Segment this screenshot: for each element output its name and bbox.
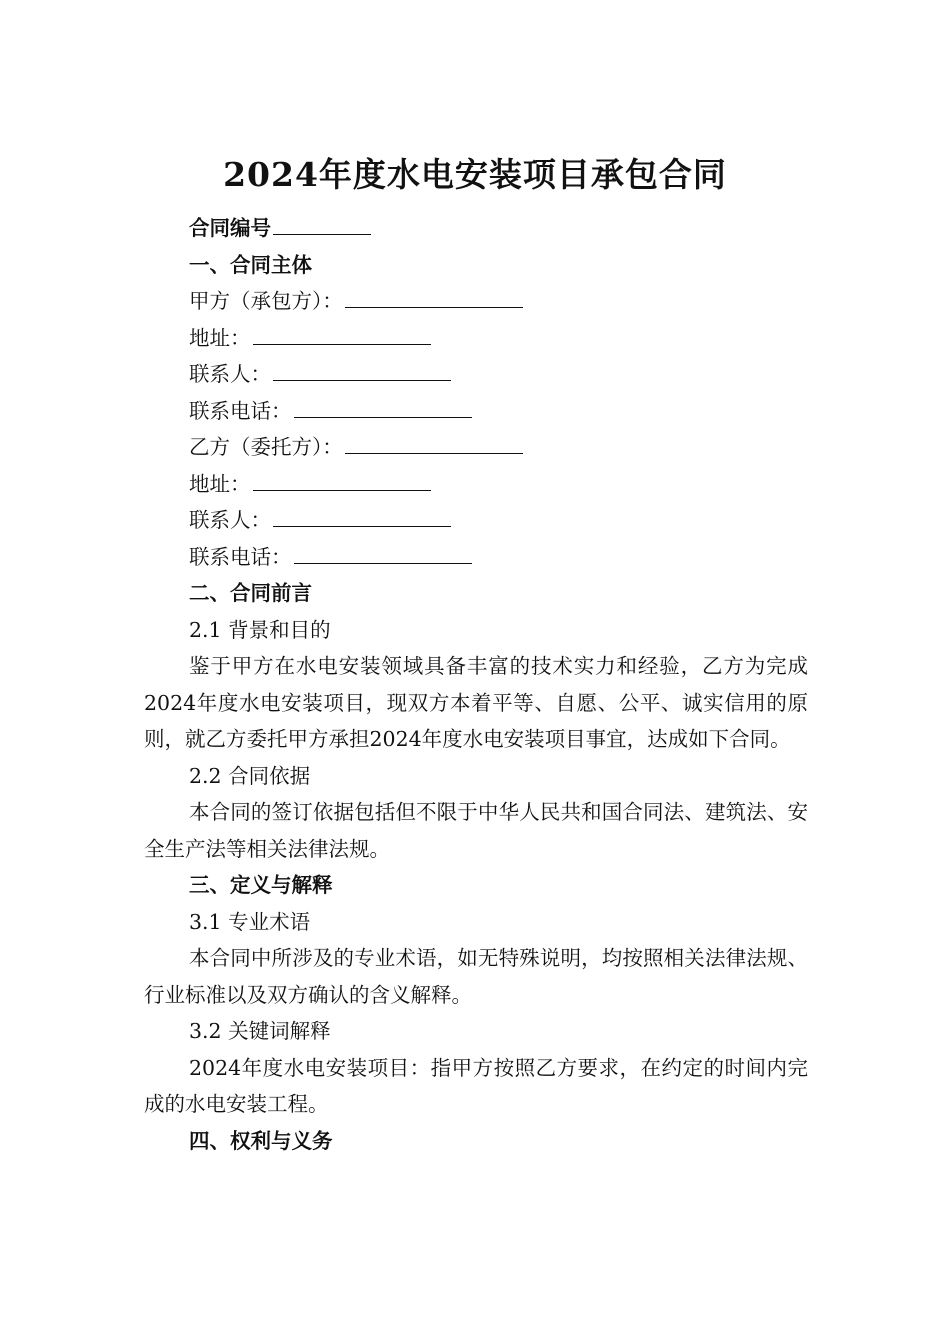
party-a-contact-blank[interactable] [273,358,451,381]
party-b-contact-blank[interactable] [273,504,451,527]
section-1-heading: 一、合同主体 [189,252,312,277]
party-b-contact-line [144,502,808,539]
party-a-phone-label: 联系电话： [189,398,292,423]
party-a-contact-line [144,356,808,393]
contract-number-line [144,210,808,247]
party-b-line [144,429,808,466]
subsection-3-2-text: 2024年度水电安装项目：指甲方按照乙方要求，在约定的时间内完成的水电安装工程。 [144,1055,808,1116]
subsection-3-1-title: 3.1 专业术语 [189,909,311,934]
party-a-address-label: 地址： [189,325,251,350]
document-body [144,210,808,1159]
subsection-2-1-title: 2.1 背景和目的 [189,617,331,642]
subsection-2-2-text: 本合同的签订依据包括但不限于中华人民共和国合同法、建筑法、安全生产法等相关法律法规。 [144,800,808,861]
subsection-3-1-text: 本合同中所涉及的专业术语，如无特殊说明，均按照相关法律法规、行业标准以及双方确认的含义解释。 [144,946,808,1007]
section-3-heading: 三、定义与解释 [189,873,333,897]
party-b-address-line [144,466,808,503]
party-a-line [144,283,808,320]
party-a-phone-line [144,393,808,430]
party-a-address-line [144,320,808,357]
party-b-label: 乙方（委托方）： [189,435,343,459]
party-a-blank[interactable] [345,285,523,308]
party-a-address-blank[interactable] [253,322,431,345]
subsection-2-1-text: 鉴于甲方在水电安装领域具备丰富的技术实力和经验，乙方为完成2024年度水电安装项目，现双方本着平等、自愿、公平、诚实信用的原则，就乙方委托甲方承担2024年度水电安装项目事宜，达成如下合同。 [144,654,808,751]
contract-number-blank[interactable] [273,212,371,235]
party-a-contact-label: 联系人： [189,362,271,386]
party-a-phone-blank[interactable] [294,395,472,418]
document-title: 2024年度水电安装项目承包合同 [223,155,727,194]
party-b-contact-label: 联系人： [189,508,271,532]
subsection-2-2-title: 2.2 合同依据 [189,763,311,788]
party-b-address-label: 地址： [189,471,251,496]
subsection-3-2-title: 3.2 关键词解释 [189,1019,331,1043]
party-b-phone-line [144,539,808,576]
party-b-phone-label: 联系电话： [189,544,292,569]
party-b-address-blank[interactable] [253,468,431,491]
party-b-phone-blank[interactable] [294,541,472,564]
section-2-heading: 二、合同前言 [189,581,312,605]
party-b-blank[interactable] [345,431,523,454]
contract-number-label: 合同编号 [189,216,271,240]
party-a-label: 甲方（承包方）： [189,289,343,313]
section-4-heading: 四、权利与义务 [189,1128,333,1153]
